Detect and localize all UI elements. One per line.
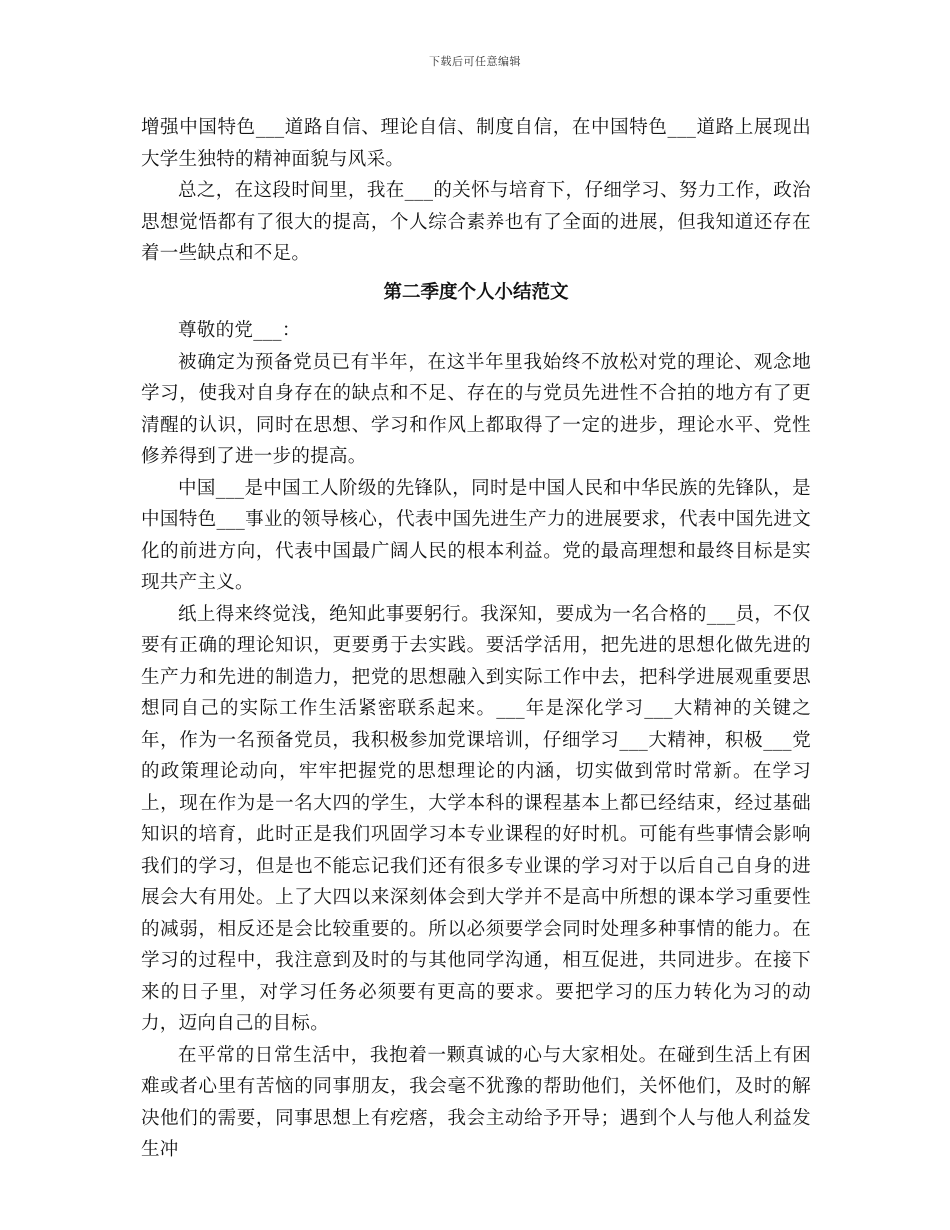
section-title: 第二季度个人小结范文	[383, 281, 569, 303]
page-header-note: 下载后可任意编辑	[429, 55, 521, 68]
body-paragraph: 在平常的日常生活中，我抱着一颗真诚的心与大家相处。在碰到生活上有困难或者心里有苦恼的同事朋友，我会毫不犹豫的帮助他们，关怀他们，及时的解决他们的需要，同事思想上有疙瘩，我会主动给予开导；遇到个人与他人利益发生冲	[141, 1044, 811, 1160]
body-paragraph: 被确定为预备党员已有半年，在这半年里我始终不放松对党的理论、观念地学习，使我对自身存在的缺点和不足、存在的与党员先进性不合拍的地方有了更清醒的认识，同时在思想、学习和作风上都取得了一定的进步，理论水平、党性修养得到了进一步的提高。	[141, 351, 811, 467]
body-paragraph: 纸上得来终觉浅，绝知此事要躬行。我深知，要成为一名合格的___员，不仅要有正确的理论知识，更要勇于去实践。要活学活用，把先进的思想化做先进的生产力和先进的制造力，把党的思想融入到实际工作中去，把科学进展观重要思想同自己的实际工作生活紧密联系起来。___年是深化学习___大精神的关键之年，作为一名预备党员，我积极参加党课培训，仔细学习___大精神，积极___党的政策理论动向，牢牢把握党的思想理论的内涵，切实做到常时常新。在学习上，现在作为是一名大四的学生，大学本科的课程基本上都已经结束，经过基础知识的培育，此时正是我们巩固学习本专业课程的好时机。可能有些事情会影响我们的学习，但是也不能忘记我们还有很多专业课的学习对于以后自己自身的进展会大有用处。上了大四以来深刻体会到大学并不是高中所想的课本学习重要性的减弱，相反还是会比较重要的。所以必须要学会同时处理多种事情的能力。在学习的过程中，我注意到及时的与其他同学沟通，相互促进，共同进步。在接下来的日子里，对学习任务必须要有更高的要求。要把学习的压力转化为习的动力，迈向自己的目标。	[141, 603, 811, 1034]
intro-paragraph: 总之，在这段时间里，我在___的关怀与培育下，仔细学习、努力工作，政治思想觉悟都有了很大的提高，个人综合素养也有了全面的进展，但我知道还存在着一些缺点和不足。	[141, 180, 811, 264]
document-body	[141, 112, 811, 1166]
body-paragraph: 中国___是中国工人阶级的先锋队，同时是中国人民和中华民族的先锋队，是中国特色___事业的领导核心，代表中国先进生产力的进展要求，代表中国先进文化的前进方向，代表中国最广阔人民的根本利益。党的最高理想和最终目标是实现共产主义。	[141, 477, 811, 593]
intro-paragraph: 增强中国特色___道路自信、理论自信、制度自信，在中国特色___道路上展现出大学生独特的精神面貌与风采。	[141, 117, 811, 170]
salutation: 尊敬的党___：	[178, 320, 301, 341]
